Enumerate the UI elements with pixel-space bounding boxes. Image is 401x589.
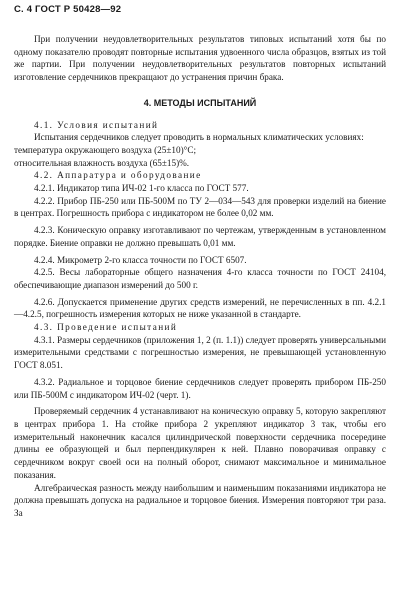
paragraph: 4.2.6. Допускается применение других средств измерений, не перечисленных в пп. 4.2.1—4.2.5, погрешность измерения которых не ниже указанной в стандарте. — [14, 296, 386, 320]
paragraph: 4.2.3. Коническую оправку изготавливают по чертежам, утвержденным в установленном порядке. Биение оправки не должно превышать 0,01 мм. — [14, 225, 386, 248]
page-header: С. 4 ГОСТ Р 50428—92 — [14, 4, 122, 15]
paragraph: 4.2.4. Микрометр 2-го класса точности по ГОСТ 6507. — [34, 254, 247, 265]
paragraph: относительная влажность воздуха (65±15)%. — [14, 157, 190, 168]
section-title: 4. МЕТОДЫ ИСПЫТАНИЙ — [143, 97, 257, 108]
paragraph: 4.2.5. Весы лабораторные общего назначения 4-го класса точности по ГОСТ 24104, обеспечивающие диапазон измерений до 500 г. — [14, 267, 386, 290]
paragraph: температура окружающего воздуха (25±10)°С; — [14, 144, 197, 155]
subsection-heading: 4.3. Проведение испытаний — [34, 322, 178, 333]
paragraph: Испытания сердечников следует проводить в нормальных климатических условиях: — [34, 132, 364, 143]
paragraph: Проверяемый сердечник 4 устанавливают на коническую оправку 5, которую закрепляют в центрах прибора 1. На стойке прибора 2 укрепляют индикатор 3 так, чтобы его измерительный наконечник касался цилиндрической поверхности сердечника посередине длины ее образующей и был перпендикулярен к ней. Плавно поворачивая оправку с сердечником вокруг своей оси на полный оборот, снимают максимальное и минимальное показания. — [14, 406, 386, 480]
paragraph: 4.3.2. Радиальное и торцовое биение сердечников следует проверять прибором ПБ-250 или ПБ-500М с индикатором ИЧ-02 (черт. 1). — [14, 376, 386, 400]
document-body — [14, 33, 386, 520]
paragraph: Алгебраическая разность между наибольшим и наименьшим показаниями индикатора не должна превышать допуска на радиальное и торцовое биения. Измерения повторяют три раза. За — [14, 482, 386, 518]
paragraph: 4.2.1. Индикатор типа ИЧ-02 1-го класса по ГОСТ 577. — [34, 183, 249, 194]
subsection-heading: 4.1. Условия испытаний — [34, 119, 159, 130]
paragraph: 4.3.1. Размеры сердечников (приложения 1, 2 (п. 1.1)) следует проверять универсальными измерительными средствами с погрешностью измерения, не превышающей установленную ГОСТ 8.051. — [14, 334, 386, 371]
paragraph: 4.2.2. Прибор ПБ-250 или ПБ-500М по ТУ 2—034—543 для проверки изделий на биение в центрах. Погрешность прибора с индикатором не более 0,02 мм. — [14, 195, 386, 219]
subsection-heading: 4.2. Аппаратура и оборудование — [34, 170, 202, 181]
intro-paragraph: При получении неудовлетворительных результатов типовых испытаний хотя бы по одному показателю проводят повторные испытания удвоенного числа образцов, взятых из той же партии. При получении неудовлетворительных результатов повторных испытаний изготовление сердечников прекращают до устранения причин брака. — [14, 34, 386, 83]
